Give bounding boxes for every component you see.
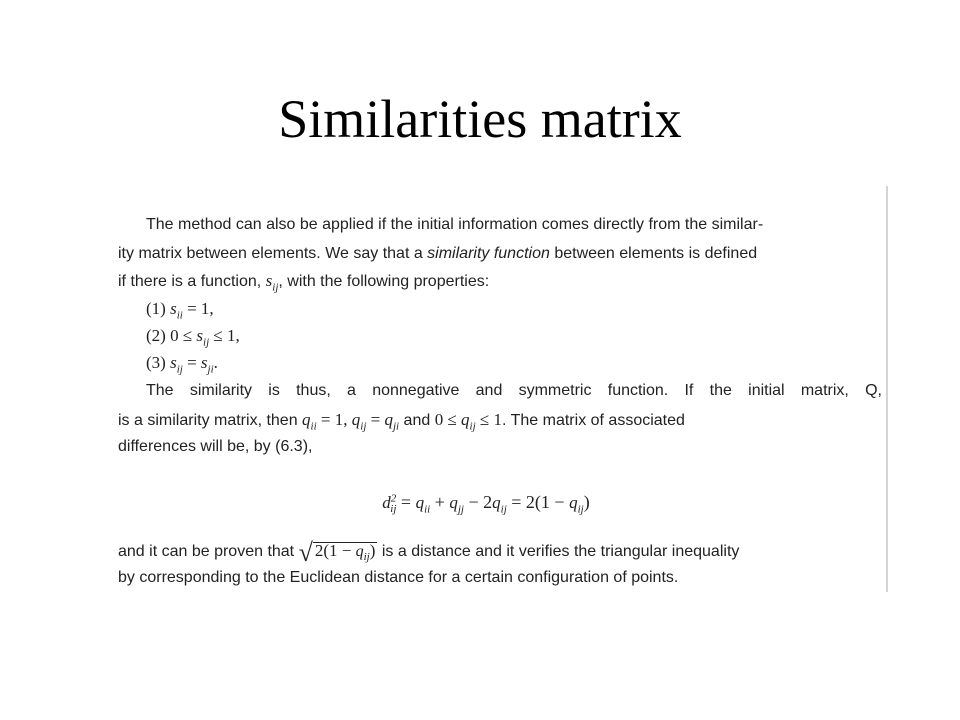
property-2: (2) $0 \le s_{ij} \le 1$, bbox=[146, 326, 240, 349]
property-3: (3) $s_{ij} = s_{ji}$. bbox=[146, 353, 218, 376]
excerpt-line-2 bbox=[118, 241, 854, 267]
property-1-number: (1) bbox=[146, 299, 171, 318]
slide-title: Similarities matrix bbox=[278, 89, 682, 149]
line2-text-b: between elements is defined bbox=[549, 245, 758, 262]
s-ij-symbol: $s_{ij}$ bbox=[265, 271, 279, 294]
property-2-number: (2) bbox=[146, 326, 171, 345]
sqrt-expression: √ $2(1 - q_{ij})$ bbox=[298, 538, 376, 567]
line8-text-b: and bbox=[399, 412, 435, 429]
excerpt-line-9: differences will be, by (6.3), bbox=[118, 438, 313, 455]
line8-text-a: is a similarity matrix, then bbox=[118, 412, 303, 429]
line8-text-c: . The matrix of associated bbox=[502, 412, 685, 429]
excerpt-line-7: The similarity is thus, a nonnegative and symmetric function. If the initial matrix, Q, bbox=[146, 382, 882, 399]
line3-text-b: , with the following properties: bbox=[278, 273, 490, 290]
excerpt-line-11: by corresponding to the Euclidean distance for a certain configuration of points. bbox=[118, 569, 679, 586]
line10-text-b: is a distance and it verifies the triangular inequality bbox=[377, 543, 740, 560]
property-1: (1) $s_{ii} = 1$, bbox=[146, 299, 214, 322]
book-excerpt-image bbox=[118, 186, 888, 592]
line10-text-a: and it can be proven that bbox=[118, 543, 299, 560]
line2-text-a: ity matrix between elements. We say that a bbox=[118, 245, 428, 262]
property-3-number: (3) bbox=[146, 353, 171, 372]
excerpt-line-1: The method can also be applied if the initial information comes directly from the similar- bbox=[146, 216, 764, 233]
distance-formula: $d^2_{ij} = q_{ii} + q_{jj} - 2q_{ij} = 2(1 - q_{ij})$ bbox=[382, 492, 590, 516]
excerpt-line-8: is a similarity matrix, then $q_{ii} = 1$, $q_{ij} = q_{ji}$ and $0 \le q_{ij} \le 1$. The matrix of associated bbox=[118, 410, 685, 433]
similarity-function-term: similarity function bbox=[427, 245, 550, 262]
line3-text-a: if there is a function, bbox=[118, 273, 266, 290]
